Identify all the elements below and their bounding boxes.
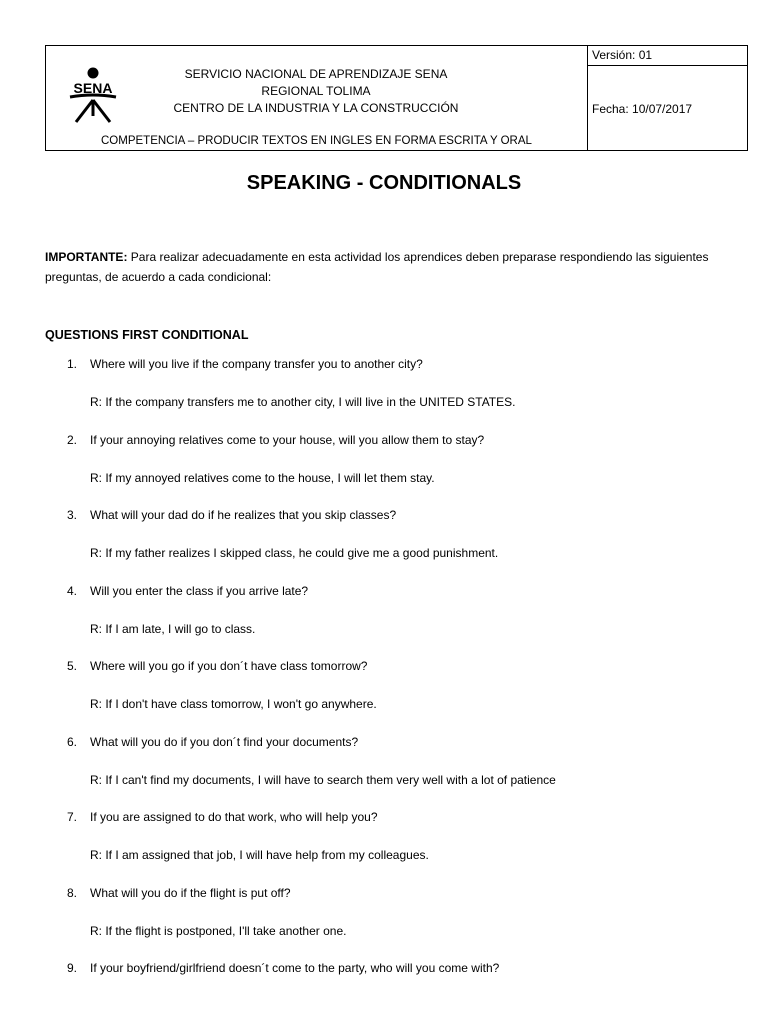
question-text: Where will you go if you don´t have class tomorrow? bbox=[90, 659, 368, 673]
question-item bbox=[67, 810, 378, 824]
answer-text: R: If the flight is postponed, I'll take another one. bbox=[90, 923, 347, 938]
question-text: If you are assigned to do that work, who will help you? bbox=[90, 810, 378, 824]
question-text: What will you do if the flight is put off? bbox=[90, 885, 291, 900]
fecha-label: Fecha: 10/07/2017 bbox=[592, 102, 693, 116]
question-item bbox=[67, 433, 484, 447]
centro-name: CENTRO DE LA INDUSTRIA Y LA CONSTRUCCIÓN bbox=[173, 101, 459, 115]
question-text: What will you do if you don´t find your documents? bbox=[90, 734, 359, 749]
question-number: 8. bbox=[67, 885, 78, 900]
regional-name: REGIONAL TOLIMA bbox=[261, 84, 371, 98]
question-text: What will your dad do if he realizes that you skip classes? bbox=[90, 508, 397, 522]
question-item bbox=[67, 886, 291, 900]
section-title: QUESTIONS FIRST CONDITIONAL bbox=[45, 328, 249, 342]
question-text: If your annoying relatives come to your house, will you allow them to stay? bbox=[90, 432, 485, 447]
header-divider bbox=[587, 46, 588, 150]
question-number: 9. bbox=[67, 961, 78, 975]
importante-text: Para realizar adecuadamente en esta actividad los aprendices deben preparase respondiendo las siguientes preguntas, de acuerdo a cada condicional: bbox=[45, 250, 709, 284]
question-item bbox=[67, 584, 308, 598]
question-item bbox=[67, 735, 358, 749]
importante-paragraph bbox=[45, 247, 715, 287]
question-number: 4. bbox=[67, 583, 78, 598]
answer-text: R: If I am late, I will go to class. bbox=[90, 621, 256, 636]
question-number: 3. bbox=[67, 508, 78, 522]
header-table bbox=[45, 45, 748, 151]
institution-name: SERVICIO NACIONAL DE APRENDIZAJE SENA bbox=[184, 67, 448, 81]
competencia-line: COMPETENCIA – PRODUCIR TEXTOS EN INGLES EN FORMA ESCRITA Y ORAL bbox=[101, 135, 532, 147]
question-number: 5. bbox=[67, 659, 78, 673]
question-text: If your boyfriend/girlfriend doesn´t come to the party, who will you come with? bbox=[90, 961, 500, 975]
answer-text: R: If my annoyed relatives come to the house, I will let them stay. bbox=[90, 470, 435, 485]
question-number: 7. bbox=[67, 810, 78, 824]
answer-text: R: If the company transfers me to another city, I will live in the UNITED STATES. bbox=[90, 395, 516, 409]
question-item bbox=[67, 659, 367, 673]
header-hline bbox=[587, 65, 748, 66]
importante-label: IMPORTANTE: bbox=[45, 250, 128, 264]
answer-text: R: If I don't have class tomorrow, I won't go anywhere. bbox=[90, 697, 377, 711]
question-item bbox=[67, 357, 423, 371]
question-number: 1. bbox=[67, 357, 78, 371]
question-item bbox=[67, 961, 499, 975]
question-text: Will you enter the class if you arrive late? bbox=[90, 583, 309, 598]
question-item bbox=[67, 508, 396, 522]
answer-text: R: If I can't find my documents, I will have to search them very well with a lot of patience bbox=[90, 772, 556, 787]
answer-text: R: If I am assigned that job, I will have help from my colleagues. bbox=[90, 848, 429, 862]
sena-logo bbox=[64, 66, 122, 126]
version-label: Versión: 01 bbox=[592, 48, 653, 62]
question-text: Where will you live if the company transfer you to another city? bbox=[90, 357, 423, 371]
logo-text: SENA bbox=[73, 80, 113, 96]
question-number: 6. bbox=[67, 734, 78, 749]
question-number: 2. bbox=[67, 432, 78, 447]
answer-text: R: If my father realizes I skipped class, he could give me a good punishment. bbox=[90, 546, 499, 560]
page-title: SPEAKING - CONDITIONALS bbox=[246, 172, 522, 194]
